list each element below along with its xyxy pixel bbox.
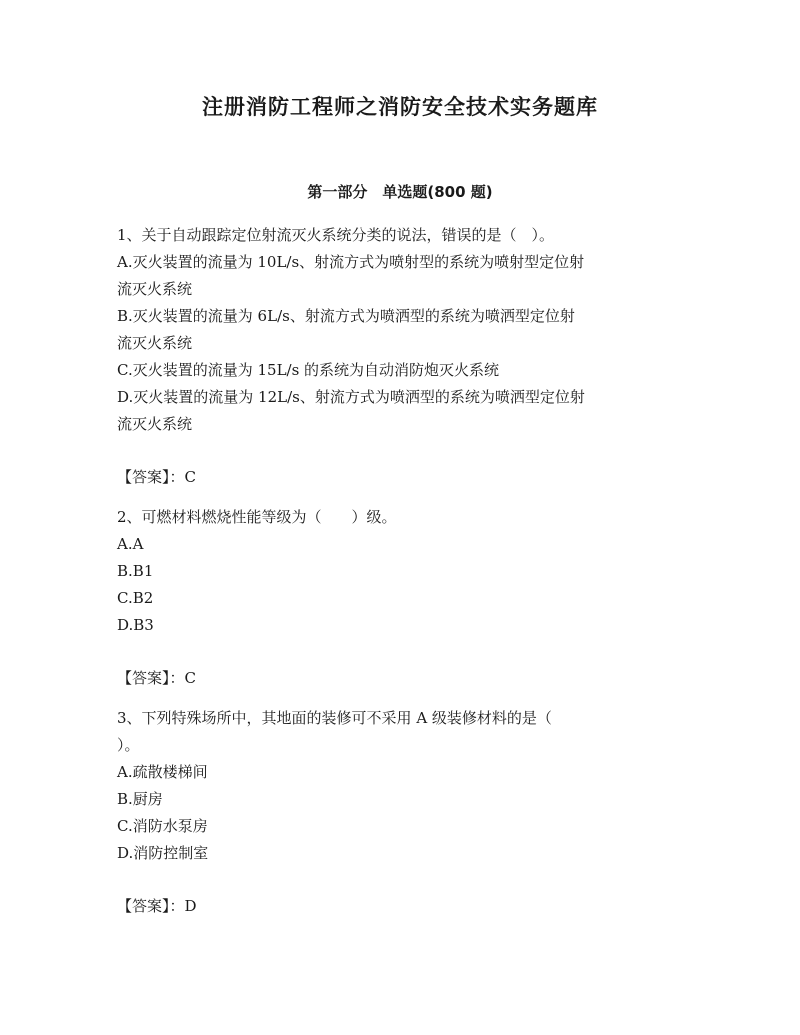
question-item — [117, 705, 687, 933]
option-c: C.消防水泵房 — [117, 817, 208, 835]
question-item — [117, 504, 687, 705]
option-c: C.B2 — [117, 589, 154, 607]
option-b: B.B1 — [117, 562, 154, 580]
option-c: C.灭火装置的流量为 15L/s 的系统为自动消防炮灭火系统 — [117, 361, 500, 379]
option-b: B.厨房 — [117, 790, 163, 808]
question-stem: 2、可燃材料燃烧性能等级为（ ）级。 — [117, 508, 397, 526]
question-item — [117, 222, 687, 504]
option-a: A.A — [117, 535, 144, 553]
question-list — [117, 222, 687, 933]
answer-label: 【答案】：C — [117, 468, 196, 486]
question-stem-cont: ）。 — [117, 736, 140, 754]
option-a-cont: 流灭火系统 — [117, 280, 193, 298]
question-stem: 3、下列特殊场所中，其地面的装修可不采用 A 级装修材料的是（ — [117, 709, 552, 727]
question-stem: 1、关于自动跟踪定位射流灭火系统分类的说法，错误的是（ ）。 — [117, 226, 555, 244]
option-d: D.B3 — [117, 616, 154, 634]
option-b: B.灭火装置的流量为 6L/s、射流方式为喷洒型的系统为喷洒型定位射 — [117, 307, 575, 325]
option-a: A.灭火装置的流量为 10L/s、射流方式为喷射型的系统为喷射型定位射 — [117, 253, 585, 271]
option-b-cont: 流灭火系统 — [117, 334, 193, 352]
answer-label: 【答案】：D — [117, 897, 197, 915]
option-d-cont: 流灭火系统 — [117, 415, 193, 433]
document-title: 注册消防工程师之消防安全技术实务题库 — [202, 95, 598, 119]
option-d: D.消防控制室 — [117, 844, 209, 862]
answer-label: 【答案】：C — [117, 669, 196, 687]
option-d: D.灭火装置的流量为 12L/s、射流方式为喷洒型的系统为喷洒型定位射 — [117, 388, 585, 406]
section-title: 第一部分 单选题(800 题) — [307, 183, 493, 201]
option-a: A.疏散楼梯间 — [117, 763, 208, 781]
